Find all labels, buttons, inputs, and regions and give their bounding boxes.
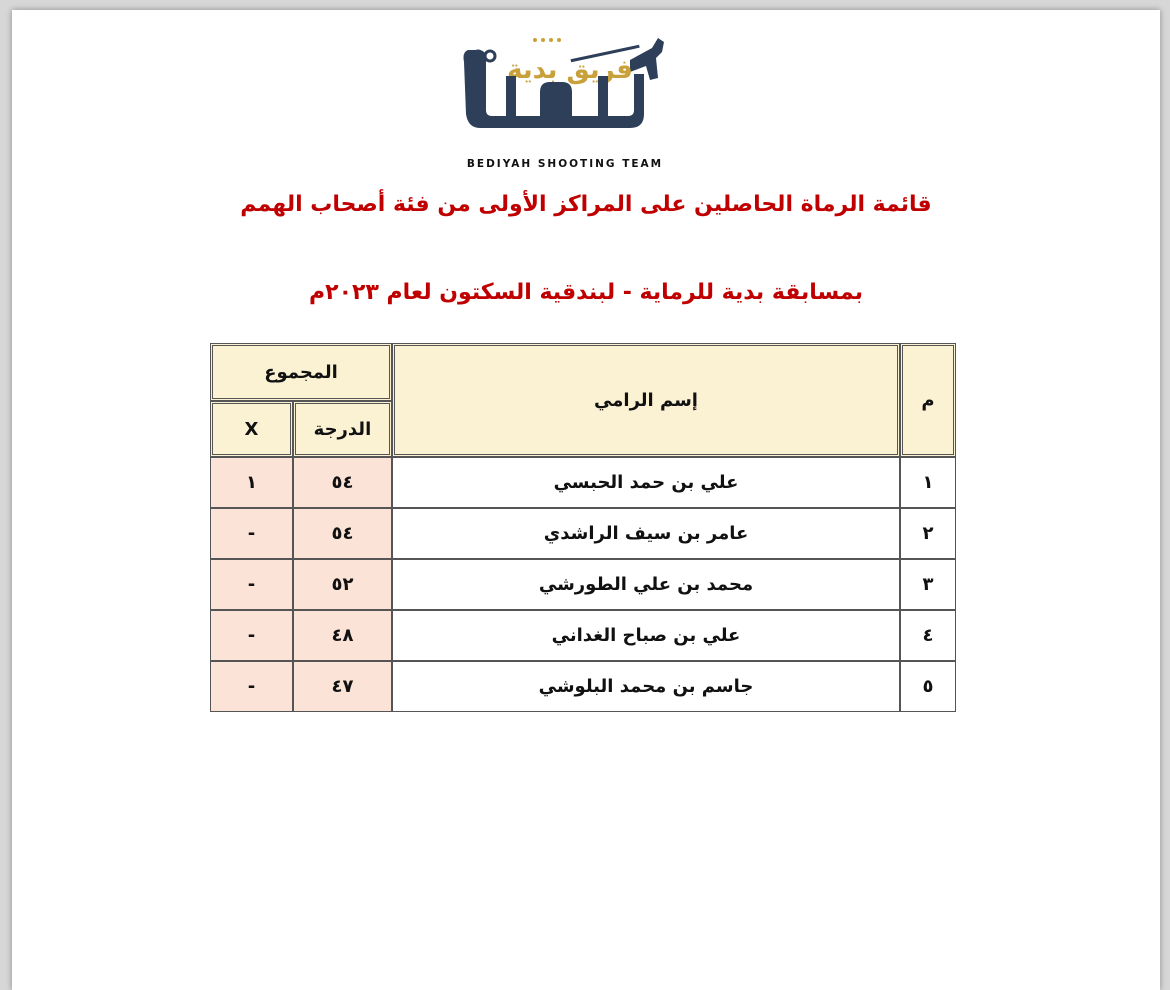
document-title: قائمة الرماة الحاصلين على المراكز الأولى من فئة أصحاب الهمم bbox=[240, 192, 932, 217]
name-cell: علي بن صباح الغداني bbox=[392, 610, 900, 661]
score-cell: ٤٨ bbox=[293, 610, 392, 661]
name-cell: عامر بن سيف الراشدي bbox=[392, 508, 900, 559]
rank-cell: ٥ bbox=[900, 661, 956, 712]
name-cell: علي بن حمد الحبسي bbox=[392, 457, 900, 508]
table-row bbox=[210, 610, 956, 661]
x-cell: ١ bbox=[210, 457, 293, 508]
score-cell: ٥٢ bbox=[293, 559, 392, 610]
header-x: X bbox=[210, 401, 293, 457]
score-cell: ٤٧ bbox=[293, 661, 392, 712]
name-cell: محمد بن علي الطورشي bbox=[392, 559, 900, 610]
score-cell: ٥٤ bbox=[293, 508, 392, 559]
x-cell: - bbox=[210, 559, 293, 610]
x-cell: - bbox=[210, 661, 293, 712]
table-row bbox=[210, 661, 956, 712]
header-total: المجموع bbox=[210, 343, 392, 401]
header-score: الدرجة bbox=[293, 401, 392, 457]
document-page bbox=[12, 10, 1160, 990]
table-row bbox=[210, 559, 956, 610]
table-row bbox=[210, 457, 956, 508]
rank-cell: ٢ bbox=[900, 508, 956, 559]
rank-cell: ٤ bbox=[900, 610, 956, 661]
x-cell: - bbox=[210, 610, 293, 661]
table-row bbox=[210, 508, 956, 559]
name-cell: جاسم بن محمد البلوشي bbox=[392, 661, 900, 712]
header-rank: م bbox=[900, 343, 956, 457]
rank-cell: ١ bbox=[900, 457, 956, 508]
results-table bbox=[210, 343, 956, 712]
logo-graphic bbox=[450, 30, 680, 160]
document-subtitle: بمسابقة بدية للرماية - لبندقية السكتون لعام ٢٠٢٣م bbox=[309, 280, 863, 305]
x-cell: - bbox=[210, 508, 293, 559]
header-name: إسم الرامي bbox=[392, 343, 900, 457]
rank-cell: ٣ bbox=[900, 559, 956, 610]
score-cell: ٥٤ bbox=[293, 457, 392, 508]
logo-english-text: BEDIYAH SHOOTING TEAM bbox=[466, 158, 664, 170]
svg-text:فريق بدية: فريق بدية bbox=[507, 55, 633, 85]
team-logo bbox=[450, 30, 680, 172]
